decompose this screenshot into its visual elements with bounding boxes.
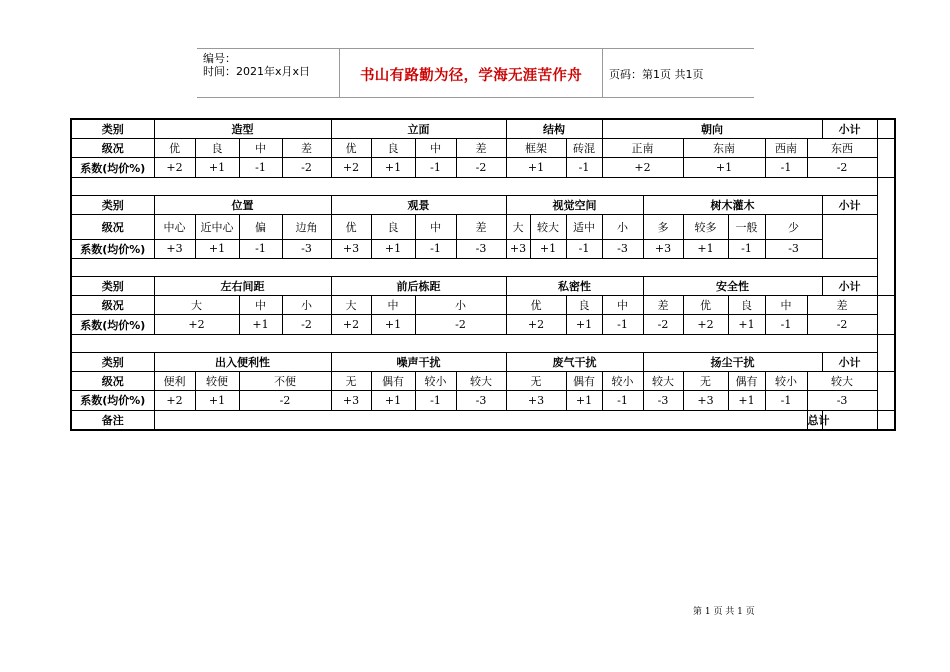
remarks-field[interactable]: [154, 410, 807, 430]
category-label: 类别: [71, 352, 154, 371]
level-cell: 边角: [282, 215, 331, 239]
coef-cell: -3: [456, 239, 506, 258]
level-cell: 大: [506, 215, 530, 239]
coef-label: 系数(均价%): [71, 315, 154, 334]
level-cell: 砖混: [566, 139, 602, 158]
page-footer: 第 1 页 共 1 页: [693, 607, 755, 617]
sec4-group3-title: 废气干扰: [506, 352, 643, 371]
section-spacer: [71, 334, 895, 352]
level-cell: 中: [415, 139, 456, 158]
level-cell: 优: [154, 139, 195, 158]
level-cell: 偶有: [371, 372, 415, 391]
level-cell: 中: [602, 296, 643, 315]
coef-cell: -1: [602, 391, 643, 410]
coef-cell: +1: [566, 391, 602, 410]
coef-cell: -2: [239, 391, 331, 410]
coef-cell: +2: [154, 158, 195, 177]
sec3-group1-title: 左右间距: [154, 276, 331, 295]
section-spacer: [71, 177, 895, 195]
coef-cell: +1: [371, 315, 415, 334]
level-cell: 偏: [239, 215, 282, 239]
sec3-level-row: [71, 296, 895, 315]
coef-cell: +1: [683, 239, 728, 258]
coef-cell: -3: [282, 239, 331, 258]
sec4-coef-row: [71, 391, 895, 410]
coef-cell: -2: [282, 158, 331, 177]
subtotal-cell[interactable]: [877, 296, 895, 334]
level-cell: 良: [566, 296, 602, 315]
sec2-group1-title: 位置: [154, 195, 331, 214]
coef-cell: +1: [728, 315, 765, 334]
coef-cell: +1: [506, 158, 566, 177]
level-cell: 西南: [765, 139, 807, 158]
coef-cell: +2: [683, 315, 728, 334]
coef-cell: +1: [239, 315, 282, 334]
subtotal-label: 小计: [822, 276, 877, 295]
level-cell: 中心: [154, 215, 195, 239]
level-cell: 大: [331, 296, 371, 315]
coef-cell: +3: [683, 391, 728, 410]
level-label: 级况: [71, 296, 154, 315]
motto-text: 书山有路勤为径，学海无涯苦作舟: [360, 68, 582, 84]
level-label: 级况: [71, 372, 154, 391]
level-cell: 优: [331, 139, 371, 158]
motto-cell: [340, 49, 603, 97]
coef-cell: -1: [415, 158, 456, 177]
level-cell: 较小: [415, 372, 456, 391]
coef-cell: -1: [602, 315, 643, 334]
subtotal-label: 小计: [822, 195, 877, 214]
level-cell: 大: [154, 296, 239, 315]
level-cell: 中: [239, 139, 282, 158]
level-cell: 无: [506, 372, 566, 391]
subtotal-label: 小计: [822, 352, 877, 371]
category-label: 类别: [71, 276, 154, 295]
level-cell: 中: [765, 296, 807, 315]
sec2-level-row: [71, 215, 895, 239]
document-header: [197, 48, 754, 98]
coef-cell: +1: [195, 391, 239, 410]
coef-cell: +2: [331, 158, 371, 177]
coef-cell: +3: [643, 239, 683, 258]
level-cell: 小: [415, 296, 506, 315]
spacer-cell: [71, 334, 877, 352]
coef-cell: -3: [602, 239, 643, 258]
coef-cell: +2: [602, 158, 683, 177]
level-cell: 中: [415, 215, 456, 239]
time-label: 时间：2021年x月x日: [203, 65, 311, 78]
sec2-group2-title: 观景: [331, 195, 506, 214]
level-cell: 小: [282, 296, 331, 315]
level-cell: 良: [728, 296, 765, 315]
sec2-category-row: [71, 195, 895, 214]
coef-cell: -1: [415, 391, 456, 410]
level-cell: 框架: [506, 139, 566, 158]
level-cell: 较大: [643, 372, 683, 391]
sec2-coef-row: [71, 239, 895, 258]
level-cell: 便利: [154, 372, 195, 391]
sec3-group4-title: 安全性: [643, 276, 822, 295]
coef-cell: +2: [506, 315, 566, 334]
coef-cell: +3: [331, 391, 371, 410]
level-cell: 较便: [195, 372, 239, 391]
level-cell: 偶有: [728, 372, 765, 391]
level-cell: 较小: [765, 372, 807, 391]
sec4-group4-title: 扬尘干扰: [643, 352, 822, 371]
coef-cell: +3: [154, 239, 195, 258]
level-cell: 优: [331, 215, 371, 239]
level-cell: 少: [765, 215, 822, 239]
level-cell: 偶有: [566, 372, 602, 391]
coef-cell: -3: [807, 391, 877, 410]
coef-cell: -1: [239, 239, 282, 258]
coef-cell: -2: [282, 315, 331, 334]
sec4-level-row: [71, 372, 895, 391]
sec3-group2-title: 前后栋距: [331, 276, 506, 295]
level-cell: 较大: [807, 372, 877, 391]
level-cell: 优: [506, 296, 566, 315]
coef-cell: -3: [765, 239, 822, 258]
coef-cell: -2: [807, 315, 877, 334]
coef-cell: +3: [506, 239, 530, 258]
total-field[interactable]: [822, 410, 877, 430]
sec4-category-row: [71, 352, 895, 371]
sec1-group1-title: 造型: [154, 119, 331, 139]
sec1-level-row: [71, 139, 895, 158]
level-cell: 不便: [239, 372, 331, 391]
remarks-label: 备注: [71, 410, 154, 430]
coef-cell: -1: [728, 239, 765, 258]
coef-cell: +1: [195, 158, 239, 177]
level-cell: 良: [371, 139, 415, 158]
number-label: 编号：: [203, 52, 236, 65]
coef-cell: +3: [506, 391, 566, 410]
category-label: 类别: [71, 119, 154, 139]
level-cell: 无: [331, 372, 371, 391]
evaluation-table: [70, 118, 896, 431]
level-cell: 小: [602, 215, 643, 239]
coef-cell: -2: [643, 315, 683, 334]
level-cell: 较小: [602, 372, 643, 391]
page-code-cell: [603, 49, 754, 97]
level-cell: 近中心: [195, 215, 239, 239]
coef-cell: -1: [765, 315, 807, 334]
sec3-category-row: [71, 276, 895, 295]
coef-cell: -1: [566, 239, 602, 258]
subtotal-label: 小计: [822, 119, 877, 139]
level-cell: 适中: [566, 215, 602, 239]
coef-cell: -2: [456, 158, 506, 177]
sec4-group1-title: 出入便利性: [154, 352, 331, 371]
coef-cell: +1: [728, 391, 765, 410]
level-cell: 中: [239, 296, 282, 315]
coef-cell: +1: [371, 158, 415, 177]
subtotal-cell[interactable]: [877, 139, 895, 177]
level-cell: 东南: [683, 139, 765, 158]
coef-label: 系数(均价%): [71, 158, 154, 177]
level-cell: 较多: [683, 215, 728, 239]
coef-cell: -2: [807, 158, 877, 177]
page-code: 页码：第1页 共1页: [609, 68, 704, 81]
coef-cell: -1: [415, 239, 456, 258]
coef-cell: +1: [566, 315, 602, 334]
sec3-group3-title: 私密性: [506, 276, 643, 295]
level-cell: 差: [282, 139, 331, 158]
spacer-cell: [71, 177, 877, 195]
sec3-coef-row: [71, 315, 895, 334]
coef-cell: +2: [154, 315, 239, 334]
coef-label: 系数(均价%): [71, 391, 154, 410]
level-cell: 一般: [728, 215, 765, 239]
subtotal-cell[interactable]: [877, 372, 895, 410]
sec1-category-row: [71, 119, 895, 139]
coef-cell: +3: [331, 239, 371, 258]
level-cell: 较大: [456, 372, 506, 391]
level-cell: 正南: [602, 139, 683, 158]
section-spacer: [71, 258, 895, 276]
coef-cell: -1: [566, 158, 602, 177]
category-label: 类别: [71, 195, 154, 214]
total-label: 总计: [807, 410, 822, 430]
level-cell: 优: [683, 296, 728, 315]
subtotal-cell[interactable]: [822, 215, 877, 259]
sec1-group4-title: 朝向: [602, 119, 822, 139]
level-cell: 无: [683, 372, 728, 391]
level-cell: 较大: [530, 215, 566, 239]
level-cell: 良: [195, 139, 239, 158]
coef-cell: +1: [530, 239, 566, 258]
coef-cell: +1: [371, 391, 415, 410]
sec1-coef-row: [71, 158, 895, 177]
coef-cell: +2: [154, 391, 195, 410]
coef-cell: -1: [765, 391, 807, 410]
coef-cell: -3: [643, 391, 683, 410]
coef-cell: +2: [331, 315, 371, 334]
level-cell: 差: [807, 296, 877, 315]
level-cell: 良: [371, 215, 415, 239]
coef-cell: -2: [415, 315, 506, 334]
coef-cell: -1: [239, 158, 282, 177]
coef-label: 系数(均价%): [71, 239, 154, 258]
sec2-group3-title: 视觉空间: [506, 195, 643, 214]
level-cell: 差: [643, 296, 683, 315]
spacer-cell: [71, 258, 877, 276]
level-label: 级况: [71, 215, 154, 239]
remarks-row: [71, 410, 895, 430]
header-info-cell: [197, 49, 340, 97]
level-cell: 中: [371, 296, 415, 315]
sec4-group2-title: 噪声干扰: [331, 352, 506, 371]
coef-cell: +1: [683, 158, 765, 177]
level-cell: 东西: [807, 139, 877, 158]
coef-cell: +1: [195, 239, 239, 258]
level-cell: 差: [456, 215, 506, 239]
coef-cell: +1: [371, 239, 415, 258]
coef-cell: -3: [456, 391, 506, 410]
level-cell: 多: [643, 215, 683, 239]
coef-cell: -1: [765, 158, 807, 177]
sec1-group2-title: 立面: [331, 119, 506, 139]
level-label: 级况: [71, 139, 154, 158]
sec1-group3-title: 结构: [506, 119, 602, 139]
sec2-group4-title: 树木灌木: [643, 195, 822, 214]
level-cell: 差: [456, 139, 506, 158]
